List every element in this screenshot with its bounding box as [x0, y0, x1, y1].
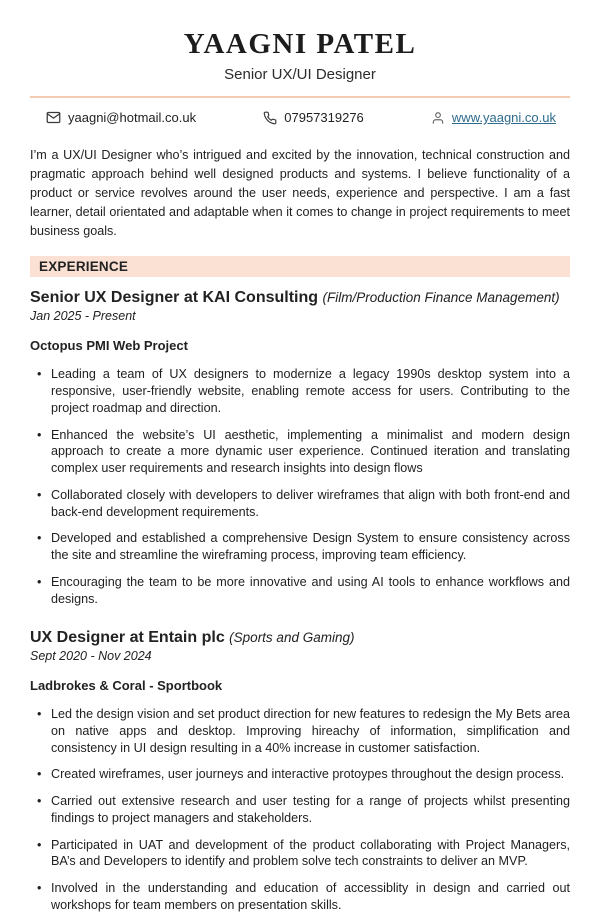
job-title-detail: (Film/Production Finance Management) — [322, 290, 560, 306]
bullet-item: • Leading a team of UX designers to modernize a legacy 1990s desktop system into a responsive, user-friendly website, enabling remote access for users. Contributing to the project roadmap and direction. — [30, 366, 570, 416]
bullet-item: • Created wireframes, user journeys and interactive protoypes throughout the design process. — [30, 766, 570, 783]
experience-section-header: EXPERIENCE — [30, 256, 570, 277]
job-entry-entain — [30, 629, 570, 913]
profile-summary: I’m a UX/UI Designer who’s intrigued and excited by the innovation, technical construction and pragmatic approach behind well designed products and systems. I believe functionality of a product or service revolves around the user needs, experience and perspective. I am a fast learner, detail orientated and adaptable when it comes to change in project requirements to meet business goals. — [30, 148, 570, 238]
job-role-subtitle: Senior UX/UI Designer — [224, 66, 376, 83]
job-dates: Sept 2020 - Nov 2024 — [30, 649, 152, 664]
bullet-item: • Carried out extensive research and user testing for a range of projects whilst presenting findings to project managers and stakeholders. — [30, 793, 570, 826]
bullet-item: • Enhanced the website’s UI aesthetic, implementing a minimalist and modern design approach to create a more dynamic user experience. Continued iteration and translating complex user requirements and research insights into design flows — [30, 427, 570, 477]
bullet-item: • Developed and established a comprehensive Design System to ensure consistency across the site and streamline the wireframing process, improving team efficiency. — [30, 530, 570, 563]
email-text: yaagni@hotmail.co.uk — [68, 110, 197, 125]
contact-email — [46, 110, 196, 125]
bullet-item: • Collaborated closely with developers to deliver wireframes that align with both front-end and back-end development requirements. — [30, 487, 570, 520]
job-bullet-list — [30, 706, 570, 913]
bullet-item: • Involved in the understanding and education of accessiblity in design and carried out workshops for team members on presentation skills. — [30, 880, 570, 913]
project-title: Ladbrokes & Coral - Sportbook — [30, 678, 223, 694]
job-title — [30, 629, 570, 647]
job-title — [30, 289, 570, 307]
contact-phone — [263, 110, 364, 125]
job-bullet-list — [30, 366, 570, 607]
bullet-item: • Participated in UAT and development of the product collaborating with Project Managers, BA’s and Developers to identify and problem solve tech constraints to deliver an MVP. — [30, 837, 570, 870]
job-title-text: Senior UX Designer at KAI Consulting — [30, 289, 319, 307]
phone-icon — [263, 111, 277, 125]
phone-text: 07957319276 — [284, 110, 364, 125]
website-link[interactable]: www.yaagni.co.uk — [451, 110, 556, 125]
bullet-item: • Led the design vision and set product direction for new features to redesign the My Bets area on native apps and desktop. Improving hireachy of information, simplification and consistency in UI design resulting in a 40% increase in customer satisfaction. — [30, 706, 570, 756]
job-entry-kai-consulting — [30, 289, 570, 607]
page-title: YAAGNI PATEL — [183, 28, 417, 60]
bullet-item: • Encouraging the team to be more innovative and using AI tools to enhance workflows and designs. — [30, 574, 570, 607]
envelope-icon — [46, 110, 61, 125]
contact-row — [30, 98, 570, 125]
job-title-detail: (Sports and Gaming) — [229, 630, 355, 646]
job-dates: Jan 2025 - Present — [30, 309, 136, 324]
job-title-text: UX Designer at Entain plc — [30, 629, 225, 647]
person-icon — [431, 111, 445, 125]
project-title: Octopus PMI Web Project — [30, 338, 188, 354]
contact-website — [431, 110, 556, 125]
